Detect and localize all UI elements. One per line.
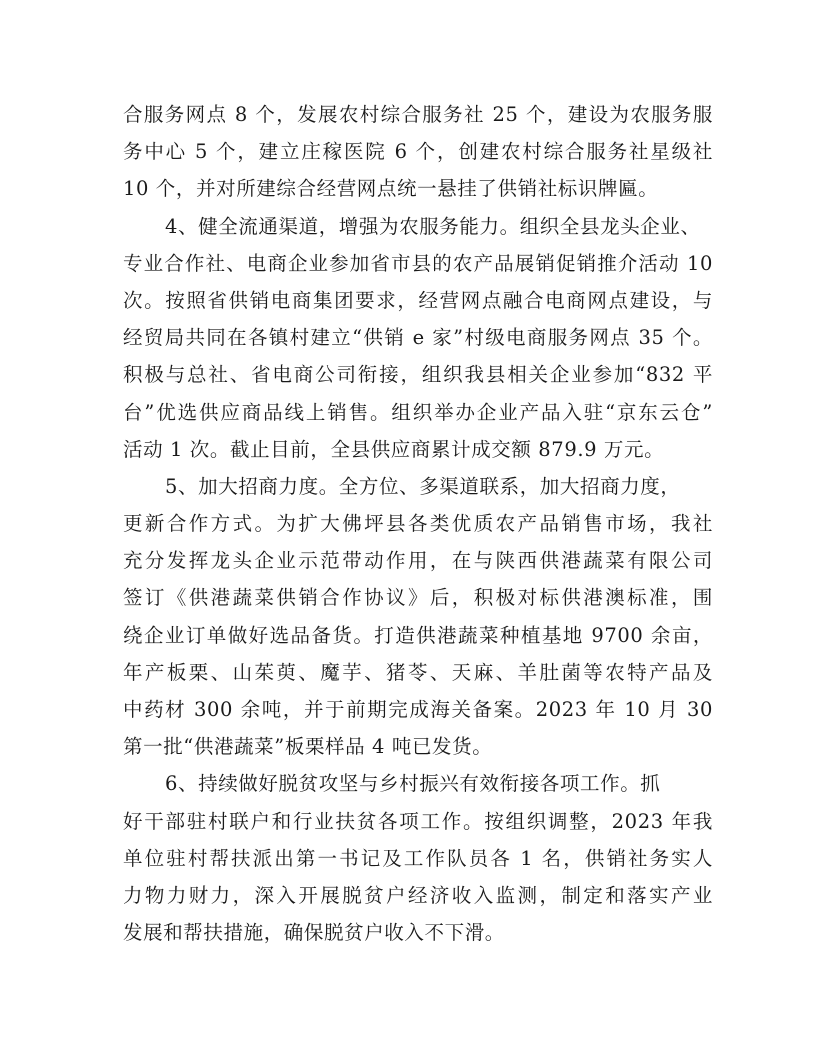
text-line: 活动 1 次。截止目前，全县供应商累计成交额 879.9 万元。 <box>123 437 665 461</box>
paragraph-4-first-line: 4、健全流通渠道，增强为农服务能力。组织全县龙头企业、 <box>165 214 701 238</box>
text-line: 单位驻村帮扶派出第一书记及工作队员各 1 名，供销社务实人 <box>123 846 713 870</box>
document-body <box>123 96 713 951</box>
text-line: 绕企业订单做好选品备货。打造供港蔬菜种植基地 9700 余亩， <box>123 623 713 647</box>
text-line: 经贸局共同在各镇村建立“供销 e 家”村级电商服务网点 35 个。 <box>123 326 713 350</box>
text-line: 台”优选供应商品线上销售。组织举办企业产品入驻“京东云仓” <box>123 400 713 424</box>
text-line: 更新合作方式。为扩大佛坪县各类优质农产品销售市场，我社 <box>123 512 713 536</box>
text-line: 务中心 5 个，建立庄稼医院 6 个，创建农村综合服务社星级社 <box>123 140 713 164</box>
text-line: 积极与总社、省电商公司衔接，组织我县相关企业参加“832 平 <box>123 363 713 387</box>
text-line: 年产板栗、山茱萸、魔芋、猪苓、天麻、羊肚菌等农特产品及 <box>123 660 713 684</box>
paragraph-6-first-line: 6、持续做好脱贫攻坚与乡村振兴有效衔接各项工作。抓 <box>165 772 661 796</box>
text-line: 力物力财力，深入开展脱贫户经济收入监测，制定和落实产业 <box>123 883 713 907</box>
text-line: 10 个，并对所建综合经营网点统一悬挂了供销社标识牌匾。 <box>123 177 659 201</box>
text-line: 好干部驻村联户和行业扶贫各项工作。按组织调整，2023 年我 <box>123 809 713 833</box>
paragraph-5-first-line: 5、加大招商力度。全方位、多渠道联系，加大招商力度， <box>165 474 681 498</box>
text-line: 签订《供港蔬菜供销合作协议》后，积极对标供港澳标准，围 <box>123 586 713 610</box>
text-line: 专业合作社、电商企业参加省市县的农产品展销促销推介活动 10 <box>123 251 713 275</box>
text-line: 第一批“供港蔬菜”板栗样品 4 吨已发货。 <box>123 735 493 759</box>
text-line: 中药材 300 余吨，并于前期完成海关备案。2023 年 10 月 30 <box>123 698 713 721</box>
text-line: 合服务网点 8 个，发展农村综合服务社 25 个，建设为农服务服 <box>123 103 713 126</box>
text-line: 次。按照省供销电商集团要求，经营网点融合电商网点建设，与 <box>123 288 713 312</box>
text-line: 充分发挥龙头企业示范带动作用，在与陕西供港蔬菜有限公司 <box>123 549 713 573</box>
text-line: 发展和帮扶措施，确保脱贫户收入不下滑。 <box>123 921 505 945</box>
